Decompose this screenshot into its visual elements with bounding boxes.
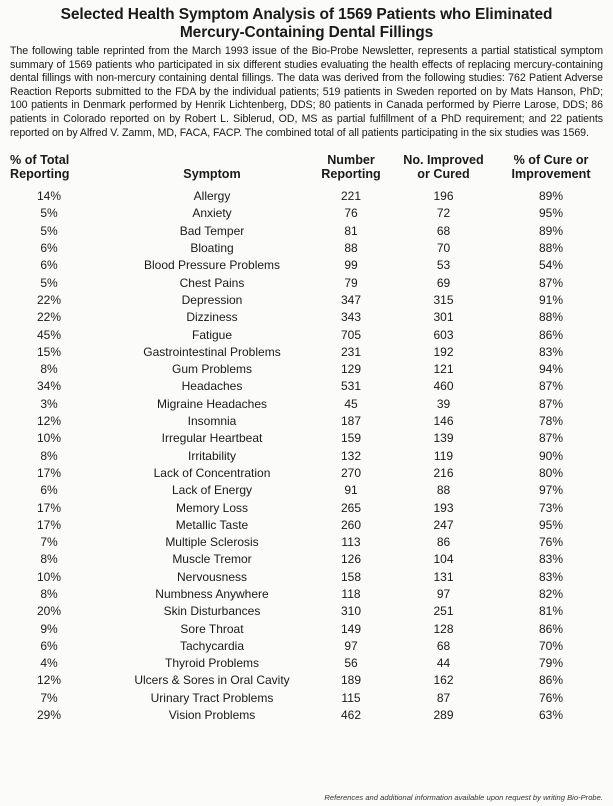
cell-pct-total: 22%	[36, 310, 62, 325]
table-row	[8, 413, 607, 430]
cell-number-reporting: 91	[344, 483, 358, 498]
cell-improved: 68	[436, 638, 451, 653]
cell-cure: 80%	[538, 465, 564, 480]
table-row	[8, 638, 607, 655]
cell-cure: 76%	[538, 535, 564, 550]
cell-improved: 216	[433, 465, 454, 480]
cell-number-reporting: 45	[344, 396, 358, 411]
cell-symptom: Lack of Energy	[171, 483, 253, 498]
cell-number-reporting: 81	[344, 223, 358, 238]
cell-improved: 289	[433, 708, 454, 723]
cell-number-reporting: 99	[344, 258, 358, 273]
cell-cure: 89%	[538, 223, 564, 238]
cell-symptom: Metallic Taste	[175, 517, 249, 532]
cell-symptom: Irritability	[187, 448, 236, 463]
cell-pct-total: 22%	[36, 292, 62, 307]
cell-cure: 97%	[538, 483, 564, 498]
cell-number-reporting: 462	[340, 708, 362, 723]
cell-symptom: Headaches	[181, 379, 243, 394]
cell-number-reporting: 265	[340, 500, 362, 515]
cell-number-reporting: 76	[344, 206, 358, 221]
cell-improved: 301	[433, 310, 454, 325]
cell-number-reporting: 158	[340, 569, 362, 584]
cell-cure: 79%	[538, 656, 564, 671]
footer-note: References and additional information available upon request by writing Bio-Probe.	[324, 793, 603, 802]
cell-number-reporting: 189	[340, 673, 362, 688]
table-row	[8, 482, 607, 499]
table-row	[8, 465, 607, 482]
table-row	[8, 603, 607, 620]
table-row	[8, 430, 607, 447]
cell-cure: 94%	[538, 362, 564, 377]
cell-improved: 315	[433, 292, 454, 307]
cell-number-reporting: 149	[340, 621, 362, 636]
cell-cure: 63%	[538, 708, 564, 723]
header-pct-total: % of Total Reporting	[10, 153, 70, 182]
cell-number-reporting: 88	[344, 241, 358, 256]
cell-pct-total: 6%	[40, 241, 58, 256]
cell-symptom: Urinary Tract Problems	[150, 690, 274, 705]
cell-cure: 76%	[538, 690, 564, 705]
table-row	[8, 500, 607, 517]
cell-number-reporting: 115	[341, 690, 361, 705]
cell-pct-total: 6%	[40, 258, 58, 273]
cell-symptom: Multiple Sclerosis	[165, 535, 259, 550]
cell-cure: 87%	[538, 396, 564, 411]
table-row	[8, 292, 607, 309]
cell-improved: 70	[436, 241, 451, 256]
cell-pct-total: 5%	[40, 223, 58, 238]
table-row	[8, 517, 607, 534]
cell-improved: 69	[436, 275, 451, 290]
cell-pct-total: 15%	[36, 344, 62, 359]
cell-symptom: Chest Pains	[179, 275, 245, 290]
table-row	[8, 240, 607, 257]
cell-symptom: Blood Pressure Problems	[143, 258, 281, 273]
table-row	[8, 309, 607, 326]
cell-symptom: Gastrointestinal Problems	[143, 344, 281, 359]
cell-symptom: Muscle Tremor	[172, 552, 252, 567]
cell-improved: 251	[433, 604, 454, 619]
cell-number-reporting: 270	[340, 465, 362, 480]
cell-pct-total: 10%	[36, 569, 62, 584]
cell-symptom: Migraine Headaches	[156, 396, 268, 411]
cell-improved: 88	[436, 483, 451, 498]
cell-improved: 139	[433, 431, 454, 446]
cell-improved: 119	[433, 448, 454, 463]
cell-number-reporting: 132	[340, 448, 362, 463]
cell-symptom: Memory Loss	[175, 500, 249, 515]
cell-symptom: Vision Problems	[168, 708, 256, 723]
header-symptom: Symptom	[183, 167, 241, 182]
cell-cure: 95%	[538, 206, 564, 221]
cell-improved: 247	[433, 517, 454, 532]
table-body	[8, 188, 607, 724]
cell-improved: 192	[433, 344, 454, 359]
cell-cure: 87%	[538, 275, 564, 290]
cell-pct-total: 17%	[36, 517, 62, 532]
cell-improved: 121	[433, 362, 454, 377]
cell-improved: 146	[433, 414, 454, 429]
cell-cure: 73%	[538, 500, 564, 515]
cell-improved: 44	[436, 656, 451, 671]
table-row	[8, 344, 607, 361]
cell-symptom: Depression	[181, 292, 243, 307]
table-header-row	[8, 153, 607, 188]
cell-improved: 603	[433, 327, 454, 342]
cell-improved: 162	[433, 673, 454, 688]
cell-symptom: Thyroid Problems	[164, 656, 260, 671]
cell-number-reporting: 187	[340, 414, 362, 429]
cell-symptom: Nervousness	[176, 569, 248, 584]
table-row	[8, 448, 607, 465]
cell-number-reporting: 97	[344, 638, 358, 653]
cell-cure: 86%	[538, 327, 564, 342]
cell-pct-total: 8%	[40, 448, 58, 463]
cell-symptom: Gum Problems	[171, 362, 253, 377]
cell-number-reporting: 260	[340, 517, 362, 532]
cell-pct-total: 7%	[40, 535, 58, 550]
cell-cure: 90%	[538, 448, 564, 463]
table-row	[8, 205, 607, 222]
cell-improved: 87	[436, 690, 451, 705]
cell-pct-total: 7%	[40, 690, 58, 705]
cell-pct-total: 45%	[36, 327, 62, 342]
cell-pct-total: 5%	[40, 275, 58, 290]
table-row	[8, 188, 607, 205]
title-line-2: Mercury-Containing Dental Fillings	[179, 24, 434, 41]
cell-pct-total: 12%	[36, 673, 62, 688]
cell-symptom: Skin Disturbances	[163, 604, 261, 619]
cell-symptom: Allergy	[193, 189, 231, 204]
cell-pct-total: 6%	[40, 483, 58, 498]
cell-pct-total: 10%	[36, 431, 62, 446]
cell-cure: 87%	[538, 379, 564, 394]
cell-symptom: Irregular Heartbeat	[161, 431, 263, 446]
cell-improved: 193	[433, 500, 454, 515]
table-row	[8, 551, 607, 568]
table-row	[8, 378, 607, 395]
cell-number-reporting: 310	[340, 604, 362, 619]
cell-number-reporting: 79	[344, 275, 358, 290]
cell-pct-total: 34%	[36, 379, 62, 394]
cell-improved: 131	[433, 569, 454, 584]
cell-symptom: Anxiety	[192, 206, 232, 221]
table-row	[8, 361, 607, 378]
cell-improved: 68	[436, 223, 451, 238]
cell-symptom: Tachycardia	[179, 638, 245, 653]
cell-improved: 86	[436, 535, 451, 550]
cell-cure: 88%	[538, 241, 564, 256]
cell-symptom: Dizziness	[186, 310, 238, 325]
cell-symptom: Fatigue	[191, 327, 233, 342]
cell-cure: 70%	[538, 638, 564, 653]
cell-pct-total: 20%	[36, 604, 62, 619]
table-row	[8, 655, 607, 672]
cell-pct-total: 4%	[40, 656, 58, 671]
table-row	[8, 223, 607, 240]
cell-number-reporting: 343	[340, 310, 362, 325]
cell-cure: 86%	[538, 673, 564, 688]
cell-pct-total: 12%	[36, 414, 62, 429]
table-row	[8, 621, 607, 638]
title-line-1: Selected Health Symptom Analysis of 1569 Patients who Eliminated	[60, 6, 553, 23]
header-number-reporting: Number Reporting	[321, 153, 381, 182]
cell-symptom: Ulcers & Sores in Oral Cavity	[134, 673, 290, 688]
table-row	[8, 327, 607, 344]
cell-pct-total: 3%	[40, 396, 58, 411]
cell-improved: 460	[433, 379, 454, 394]
cell-cure: 82%	[538, 586, 564, 601]
table-row	[8, 534, 607, 551]
cell-pct-total: 14%	[36, 189, 62, 204]
cell-cure: 54%	[538, 258, 564, 273]
cell-pct-total: 8%	[40, 586, 58, 601]
symptom-table	[8, 153, 607, 724]
table-row	[8, 257, 607, 274]
cell-pct-total: 17%	[36, 500, 62, 515]
cell-cure: 78%	[538, 414, 564, 429]
table-row	[8, 275, 607, 292]
cell-number-reporting: 159	[340, 431, 362, 446]
cell-pct-total: 8%	[40, 362, 58, 377]
table-row	[8, 672, 607, 689]
cell-improved: 97	[436, 586, 451, 601]
cell-cure: 83%	[538, 569, 564, 584]
table-row	[8, 586, 607, 603]
cell-improved: 128	[433, 621, 454, 636]
cell-symptom: Insomnia	[187, 414, 237, 429]
cell-pct-total: 17%	[36, 465, 62, 480]
intro-paragraph: The following table reprinted from the March 1993 issue of the Bio-Probe Newsletter, represents a partial statistical symptom summary of 1569 patients who participated in six different studies evaluating the health effects of replacing mercury-containing dental fillings with non-mercury containing dental fillings. The data was derived from the following studies: 762 Patient Adverse Reaction Reports submitted to the FDA by the individual patients; 519 patients in Sweden reported on by Mats Hanson, PhD; 100 patients in Denmark performed by Henrik Lichtenberg, DDS; 80 patients in Canada performed by Pierre Larose, DDS; 86 patients in Colorado reported on by Robert L. Siblerud, OD, MS as partial fulfillment of a PhD requirement; and 22 patients reported on by Alfred V. Zamm, MD, FACA, FACP. The combined total of all patients participating in the six studies was 1569.	[10, 45, 603, 139]
table-row	[8, 569, 607, 586]
cell-symptom: Bad Temper	[179, 223, 245, 238]
cell-number-reporting: 113	[341, 535, 361, 550]
cell-symptom: Sore Throat	[180, 621, 244, 636]
cell-symptom: Lack of Concentration	[153, 465, 271, 480]
cell-improved: 53	[436, 258, 451, 273]
cell-number-reporting: 231	[340, 344, 362, 359]
cell-improved: 104	[433, 552, 454, 567]
cell-cure: 83%	[538, 344, 564, 359]
cell-number-reporting: 705	[340, 327, 362, 342]
cell-cure: 83%	[538, 552, 564, 567]
header-improved: No. Improved or Cured	[403, 153, 484, 182]
cell-pct-total: 29%	[36, 708, 62, 723]
table-row	[8, 396, 607, 413]
table-row	[8, 707, 607, 724]
cell-improved: 196	[433, 189, 454, 204]
cell-cure: 86%	[538, 621, 564, 636]
table-row	[8, 690, 607, 707]
cell-number-reporting: 129	[340, 362, 362, 377]
cell-cure: 95%	[538, 517, 564, 532]
cell-cure: 88%	[538, 310, 564, 325]
cell-number-reporting: 56	[344, 656, 358, 671]
cell-symptom: Numbness Anywhere	[155, 586, 269, 601]
cell-pct-total: 8%	[40, 552, 58, 567]
cell-cure: 87%	[538, 431, 564, 446]
header-cure: % of Cure or Improvement	[511, 153, 591, 182]
cell-improved: 39	[436, 396, 451, 411]
cell-pct-total: 5%	[40, 206, 58, 221]
cell-cure: 81%	[538, 604, 564, 619]
cell-improved: 72	[436, 206, 451, 221]
cell-number-reporting: 126	[340, 552, 362, 567]
cell-number-reporting: 347	[340, 292, 362, 307]
cell-number-reporting: 118	[341, 586, 361, 601]
cell-cure: 89%	[538, 189, 564, 204]
cell-symptom: Bloating	[190, 241, 234, 256]
cell-number-reporting: 221	[340, 189, 362, 204]
cell-cure: 91%	[538, 292, 564, 307]
cell-number-reporting: 531	[340, 379, 362, 394]
document-title	[8, 6, 605, 42]
cell-pct-total: 6%	[40, 638, 58, 653]
cell-pct-total: 9%	[40, 621, 58, 636]
